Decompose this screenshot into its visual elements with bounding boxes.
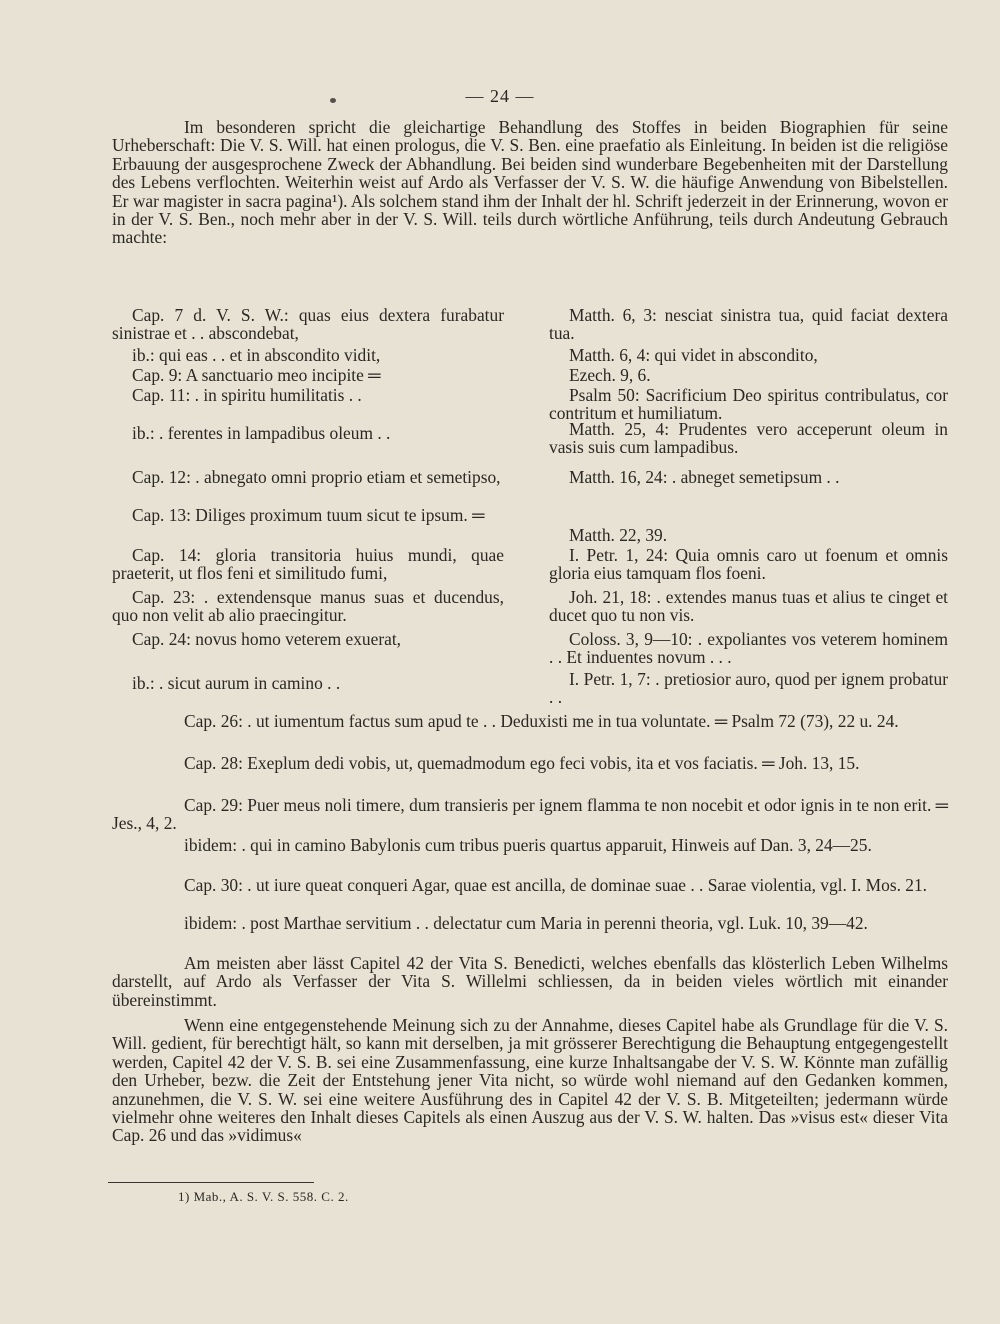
citation-paragraph: Cap. 26: . ut iumentum factus sum apud te . . Deduxisti me in tua voluntate. ═ Psalm 72 (73), 22 u. 24.	[184, 711, 899, 731]
vita-passage: ib.: qui eas . . et in abscondito vidit,	[132, 345, 381, 365]
citation-paragraph: ibidem: . post Marthae servitium . . delectatur cum Maria in perenni theoria, vgl. Luk. 10, 39—42.	[184, 913, 868, 933]
vita-passage: Cap. 11: . in spiritu humilitatis . .	[132, 385, 362, 405]
bible-passage: Matth. 25, 4: Prudentes vero acceperunt oleum in vasis suis cum lampadibus.	[549, 419, 948, 458]
bible-passage: Matth. 22, 39.	[569, 525, 668, 545]
vita-passage: Cap. 24: novus homo veterem exuerat,	[132, 629, 402, 649]
vita-passage: Cap. 23: . extendensque manus suas et ducendus, quo non velit ab alio praecingitur.	[112, 587, 504, 626]
vita-passage: Cap. 13: Diliges proximum tuum sicut te ipsum. ═	[132, 505, 485, 525]
bible-passage: Matth. 6, 4: qui videt in abscondito,	[569, 345, 818, 365]
footnote: 1) Mab., A. S. V. S. 558. C. 2.	[178, 1189, 349, 1204]
citation-paragraph: Cap. 29: Puer meus noli timere, dum transieris per ignem flamma te non nocebit et odor ignis in te non erit. ═ Jes., 4, 2.	[112, 795, 948, 834]
vita-passage: Cap. 12: . abnegato omni proprio etiam et semetipso,	[132, 467, 501, 487]
bible-passage: Matth. 16, 24: . abneget semetipsum . .	[569, 467, 840, 487]
vita-passage: Cap. 7 d. V. S. W.: quas eius dextera furabatur sinistrae et . . abscondebat,	[112, 305, 504, 344]
citation-paragraph: Cap. 28: Exeplum dedi vobis, ut, quemadmodum ego feci vobis, ita et vos faciatis. ═ Joh. 13, 15.	[184, 753, 860, 773]
paragraph-wenn: Wenn eine entgegenstehende Meinung sich zu der Annahme, dieses Capitel habe als Grundlage für die V. S. Will. gedient, für berechtigt hält, so kann mit derselben, ja mit grösserer Berechtigung die Behauptung entgegengestellt werden, Capitel 42 der V. S. B. sei eine Zusammenfassung, eine kurze Inhaltsangabe der V. S. W. Könnte man zufällig den Urheber, bezw. die Zeit der Entstehung jener Vita nicht, so würde wohl niemand auf den Gedanken kommen, anzunehmen, die V. S. W. sei eine weitere Ausführung des in Capitel 42 der V. S. B. Mitgeteilten; jedermann würde vielmehr ohne weiteres den Inhalt dieses Capitels als einen Auszug aus der V. S. W. halten. Das »visus est« dieser Vita Cap. 26 und das »vidimus«	[112, 1015, 948, 1146]
vita-passage: Cap. 9: A sanctuario meo incipite ═	[132, 365, 381, 385]
citation-paragraph: ibidem: . qui in camino Babylonis cum tribus pueris quartus apparuit, Hinweis auf Dan. 3, 24—25.	[184, 835, 872, 855]
bible-passage: Matth. 6, 3: nesciat sinistra tua, quid faciat dextera tua.	[549, 305, 948, 344]
vita-passage: ib.: . sicut aurum in camino . .	[132, 673, 341, 693]
vita-passage: ib.: . ferentes in lampadibus oleum . .	[132, 423, 391, 443]
comparison-table	[112, 306, 948, 710]
bible-passage: Coloss. 3, 9—10: . expoliantes vos veterem hominem . . Et induentes novum . . .	[549, 629, 948, 668]
bible-passage: Ezech. 9, 6.	[569, 365, 651, 385]
bible-passage: Psalm 50: Sacrificium Deo spiritus contribulatus, cor contritum et humiliatum.	[549, 385, 948, 424]
vita-passage: Cap. 14: gloria transitoria huius mundi, quae praeterit, ut flos feni et similitudo fumi,	[112, 545, 504, 584]
footnote-rule	[108, 1182, 314, 1183]
bible-passage: I. Petr. 1, 24: Quia omnis caro ut foenum et omnis gloria eius tamquam flos foeni.	[549, 545, 948, 584]
intro-paragraph: Im besonderen spricht die gleichartige Behandlung des Stoffes in beiden Biographien für seine Urheberschaft: Die V. S. Will. hat einen prologus, die V. S. Ben. eine praefatio als Einleitung. In beiden ist die religiöse Erbauung der ausgesprochene Zweck der Abhandlung. Bei beiden sind wunderbare Begebenheiten mit der Darstellung des Lebens verflochten. Weiterhin weist auf Ardo als Verfasser der V. S. W. die häufige Anwendung von Bibelstellen. Er war magister in sacra pagina¹). Als solchem stand ihm der Inhalt der hl. Schrift jederzeit in der Erinnerung, wovon er in der V. S. Ben., noch mehr aber in der V. S. Will. teils durch wörtliche Anführung, teils durch Andeutung Gebrauch machte:	[112, 117, 948, 248]
paragraph-am-meisten: Am meisten aber lässt Capitel 42 der Vita S. Benedicti, welches ebenfalls das klösterlich Leben Wilhelms darstellt, auf Ardo als Verfasser der Vita S. Willelmi schliessen, da in beiden vieles wörtlich mit einander übereinstimmt.	[112, 953, 948, 1010]
citation-paragraph: Cap. 30: . ut iure queat conqueri Agar, quae est ancilla, de dominae suae . . Sarae violentia, vgl. I. Mos. 21.	[184, 875, 928, 895]
page-number: — 24 —	[465, 86, 535, 106]
bible-passage: Joh. 21, 18: . extendes manus tuas et alius te cinget et ducet quo tu non vis.	[549, 587, 948, 626]
bible-passage: I. Petr. 1, 7: . pretiosior auro, quod per ignem probatur . .	[549, 669, 948, 708]
